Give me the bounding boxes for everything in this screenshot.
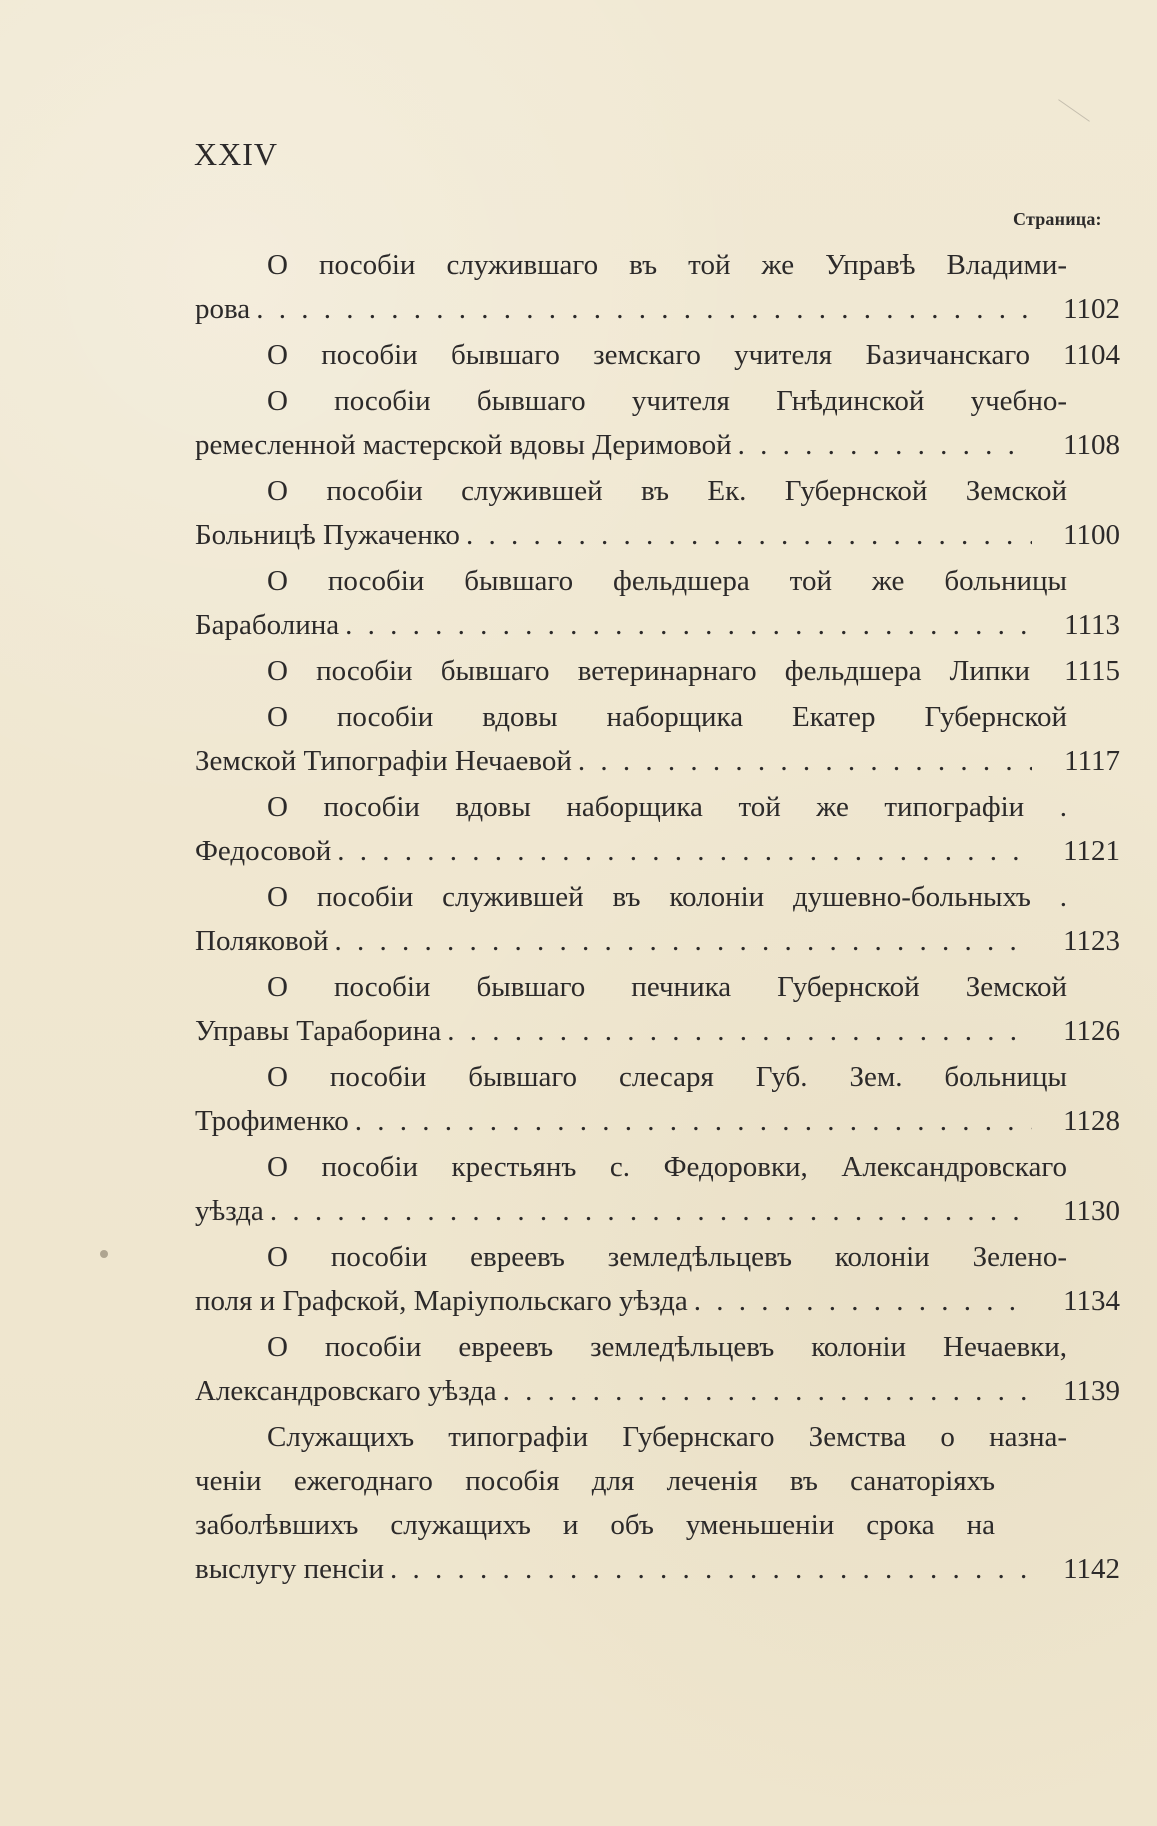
toc-entry-text: выслугу пенсіи [195, 1553, 385, 1585]
dot-leader [466, 513, 1032, 557]
toc-entry [195, 785, 1120, 873]
toc-entry-text: Бараболина [195, 609, 340, 641]
toc-entry-page-number: 1115 [1064, 655, 1120, 687]
toc-entry-text: Служащихъ типографіи Губернскаго Земства о назна- [267, 1421, 1067, 1453]
dot-leader [345, 603, 1032, 647]
toc-entry-line [195, 1055, 1120, 1099]
dot-leader [578, 739, 1032, 783]
toc-entry-text: О пособіи служившаго въ той же Управѣ Владими- [267, 249, 1067, 281]
toc-entry-line [195, 333, 1120, 377]
toc-entry-line [195, 1369, 1120, 1413]
toc-entry-line [195, 1459, 1120, 1503]
toc-entry-line [195, 1099, 1120, 1143]
toc-entry-page-number: 1130 [1063, 1195, 1120, 1227]
toc-entry-text: Федосовой [195, 835, 332, 867]
toc-entry-line [195, 423, 1120, 467]
toc-entry [195, 559, 1120, 647]
toc-entry-text: О пособіи служившей въ колоніи душевно-больныхъ . [267, 881, 1067, 913]
toc-entry-text: О пособіи служившей въ Ек. Губернской Земской [267, 475, 1067, 507]
toc-entry-text: Александровскаго уѣзда [195, 1375, 497, 1407]
toc-entry [195, 379, 1120, 467]
toc-entry [195, 243, 1120, 331]
toc-entry-page-number: 1102 [1063, 293, 1120, 325]
dot-leader [355, 1099, 1032, 1143]
toc-entry-page-number: 1142 [1063, 1553, 1120, 1585]
toc-entry-line [195, 379, 1120, 423]
toc-entry-line [195, 965, 1120, 1009]
toc-entry-page-number: 1104 [1063, 339, 1120, 371]
toc-entry [195, 649, 1120, 693]
toc-entry [195, 1415, 1120, 1591]
toc-entry-line [195, 1009, 1120, 1053]
toc-entry-text: О пособіи вдовы наборщика Екатер Губернской [267, 701, 1067, 733]
toc-entry-text: рова [195, 293, 251, 325]
toc-entry-line [195, 469, 1120, 513]
toc-entry-text: Земской Типографіи Нечаевой [195, 745, 572, 777]
toc-entry-line [195, 1279, 1120, 1323]
page-column-header: Страница: [1013, 209, 1102, 229]
toc-entry-page-number: 1139 [1063, 1375, 1120, 1407]
dot-leader [503, 1369, 1032, 1413]
page-edge-mark [1058, 99, 1090, 122]
toc-entry-text: О пособіи бывшаго фельдшера той же больницы [267, 565, 1067, 597]
toc-entry-line [195, 513, 1120, 557]
toc-entry-line [195, 1325, 1120, 1369]
dot-leader [337, 829, 1032, 873]
toc-entry-line [195, 649, 1120, 693]
toc-entry-text: Управы Тараборина [195, 1015, 442, 1047]
toc-entry-line [195, 559, 1120, 603]
toc-entry-text: О пособіи вдовы наборщика той же типографіи . [267, 791, 1067, 823]
toc-entry-text: уѣзда [195, 1195, 264, 1227]
toc-entry-text: поля и Графской, Маріупольскаго уѣзда [195, 1285, 688, 1317]
toc-entry-text: ремесленной мастерской вдовы Деримовой [195, 429, 732, 461]
toc-entry-line [195, 243, 1120, 287]
toc-entry-line [195, 287, 1120, 331]
toc-entry-page-number: 1117 [1064, 745, 1120, 777]
toc-entry-line [195, 1503, 1120, 1547]
toc-entry-text: О пособіи евреевъ земледѣльцевъ колоніи Нечаевки, [267, 1331, 1067, 1363]
toc-entry-page-number: 1121 [1063, 835, 1120, 867]
toc-entry-line [195, 1145, 1120, 1189]
ink-dot [100, 1250, 108, 1258]
toc-entry-text: заболѣвшихъ служащихъ и объ уменьшеніи срока на [195, 1509, 995, 1541]
toc-entry-page-number: 1123 [1063, 925, 1120, 957]
toc-entry-line [195, 785, 1120, 829]
toc-entry-text: О пособіи бывшаго слесаря Губ. Зем. больницы [267, 1061, 1067, 1093]
toc-entry-line [195, 603, 1120, 647]
toc-entry [195, 695, 1120, 783]
toc-entry-line [195, 739, 1120, 783]
toc-entry-text: О пособіи бывшаго земскаго учителя Базичанскаго [267, 339, 1030, 371]
toc-entry-line [195, 1547, 1120, 1591]
toc-entry [195, 875, 1120, 963]
dot-leader [335, 919, 1032, 963]
toc-entry-text: О пособіи евреевъ земледѣльцевъ колоніи Зелено- [267, 1241, 1067, 1273]
dot-leader [738, 423, 1032, 467]
toc-entry-page-number: 1113 [1064, 609, 1120, 641]
toc-entry-line [195, 695, 1120, 739]
toc-entry [195, 1055, 1120, 1143]
toc-entry-text: ченіи ежегоднаго пособія для леченія въ санаторіяхъ [195, 1465, 995, 1497]
toc-entry-text: О пособіи крестьянъ с. Федоровки, Александровскаго [267, 1151, 1067, 1183]
toc-entry-text: О пособіи бывшаго учителя Гнѣдинской учебно- [267, 385, 1067, 417]
toc-entry-line [195, 919, 1120, 963]
toc-entry [195, 1325, 1120, 1413]
page-number: XXIV [194, 136, 278, 172]
toc-entry [195, 1145, 1120, 1233]
toc-entry [195, 469, 1120, 557]
dot-leader [447, 1009, 1032, 1053]
toc-entry-text: О пособіи бывшаго печника Губернской Земской [267, 971, 1067, 1003]
toc-entry-page-number: 1100 [1063, 519, 1120, 551]
toc-entry-line [195, 1235, 1120, 1279]
toc-entry-line [195, 829, 1120, 873]
toc-entry-line [195, 1415, 1120, 1459]
toc-entry [195, 333, 1120, 377]
toc-entry-text: Больницѣ Пужаченко [195, 519, 460, 551]
toc-entry [195, 1235, 1120, 1323]
table-of-contents [195, 243, 1120, 1593]
dot-leader [270, 1189, 1032, 1233]
dot-leader [694, 1279, 1032, 1323]
toc-entry-line [195, 1189, 1120, 1233]
toc-entry-text: О пособіи бывшаго ветеринарнаго фельдшера Липки [267, 655, 1030, 687]
toc-entry [195, 965, 1120, 1053]
dot-leader [256, 287, 1032, 331]
toc-entry-page-number: 1128 [1063, 1105, 1120, 1137]
toc-entry-line [195, 875, 1120, 919]
dot-leader [390, 1547, 1032, 1591]
toc-entry-text: Трофименко [195, 1105, 349, 1137]
toc-entry-page-number: 1108 [1063, 429, 1120, 461]
toc-entry-page-number: 1134 [1063, 1285, 1120, 1317]
toc-entry-page-number: 1126 [1063, 1015, 1120, 1047]
toc-entry-text: Поляковой [195, 925, 329, 957]
